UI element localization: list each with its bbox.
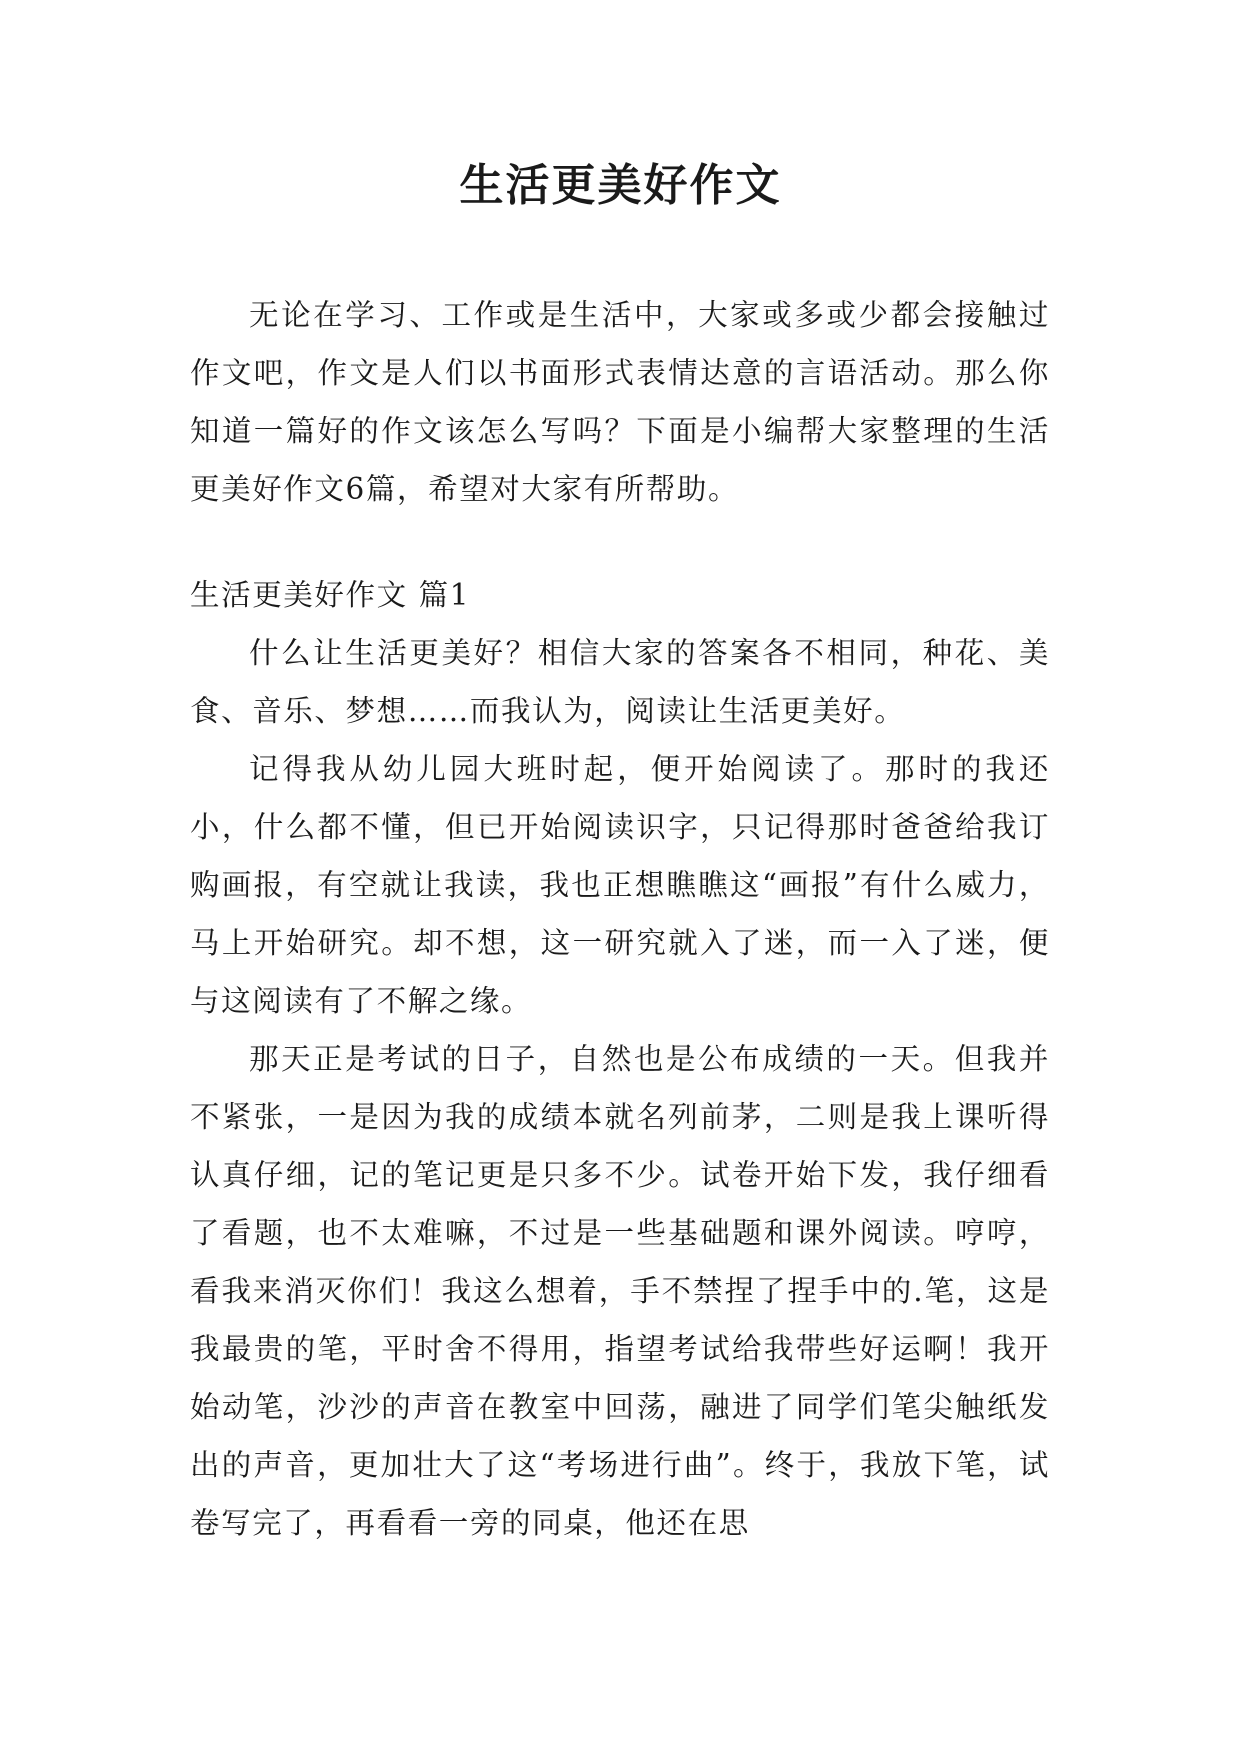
body-paragraph: 记得我从幼儿园大班时起，便开始阅读了。那时的我还小，什么都不懂，但已开始阅读识字，只记得那时爸爸给我订购画报，有空就让我读，我也正想瞧瞧这“画报”有什么威力，马上开始研究。却不想，这一研究就入了迷，而一入了迷，便与这阅读有了不解之缘。 (190, 752, 1050, 1018)
document-title: 生活更美好作文 (459, 160, 782, 211)
document-body (190, 286, 1050, 1552)
intro-paragraph: 无论在学习、工作或是生活中，大家或多或少都会接触过作文吧，作文是人们以书面形式表情达意的言语活动。那么你知道一篇好的作文该怎么写吗？下面是小编帮大家整理的生活更美好作文6篇，希望对大家有所帮助。 (190, 298, 1050, 506)
body-paragraph: 那天正是考试的日子，自然也是公布成绩的一天。但我并不紧张，一是因为我的成绩本就名列前茅，二则是我上课听得认真仔细，记的笔记更是只多不少。试卷开始下发，我仔细看了看题，也不太难嘛，不过是一些基础题和课外阅读。哼哼，看我来消灭你们！我这么想着，手不禁捏了捏手中的.笔，这是我最贵的笔，平时舍不得用，指望考试给我带些好运啊！我开始动笔，沙沙的声音在教室中回荡，融进了同学们笔尖触纸发出的声音，更加壮大了这“考场进行曲”。终于，我放下笔，试卷写完了，再看看一旁的同桌，他还在思 (190, 1042, 1050, 1540)
body-paragraph: 什么让生活更美好？相信大家的答案各不相同，种花、美食、音乐、梦想……而我认为，阅读让生活更美好。 (190, 636, 1050, 728)
section-heading: 生活更美好作文 篇1 (190, 578, 471, 612)
